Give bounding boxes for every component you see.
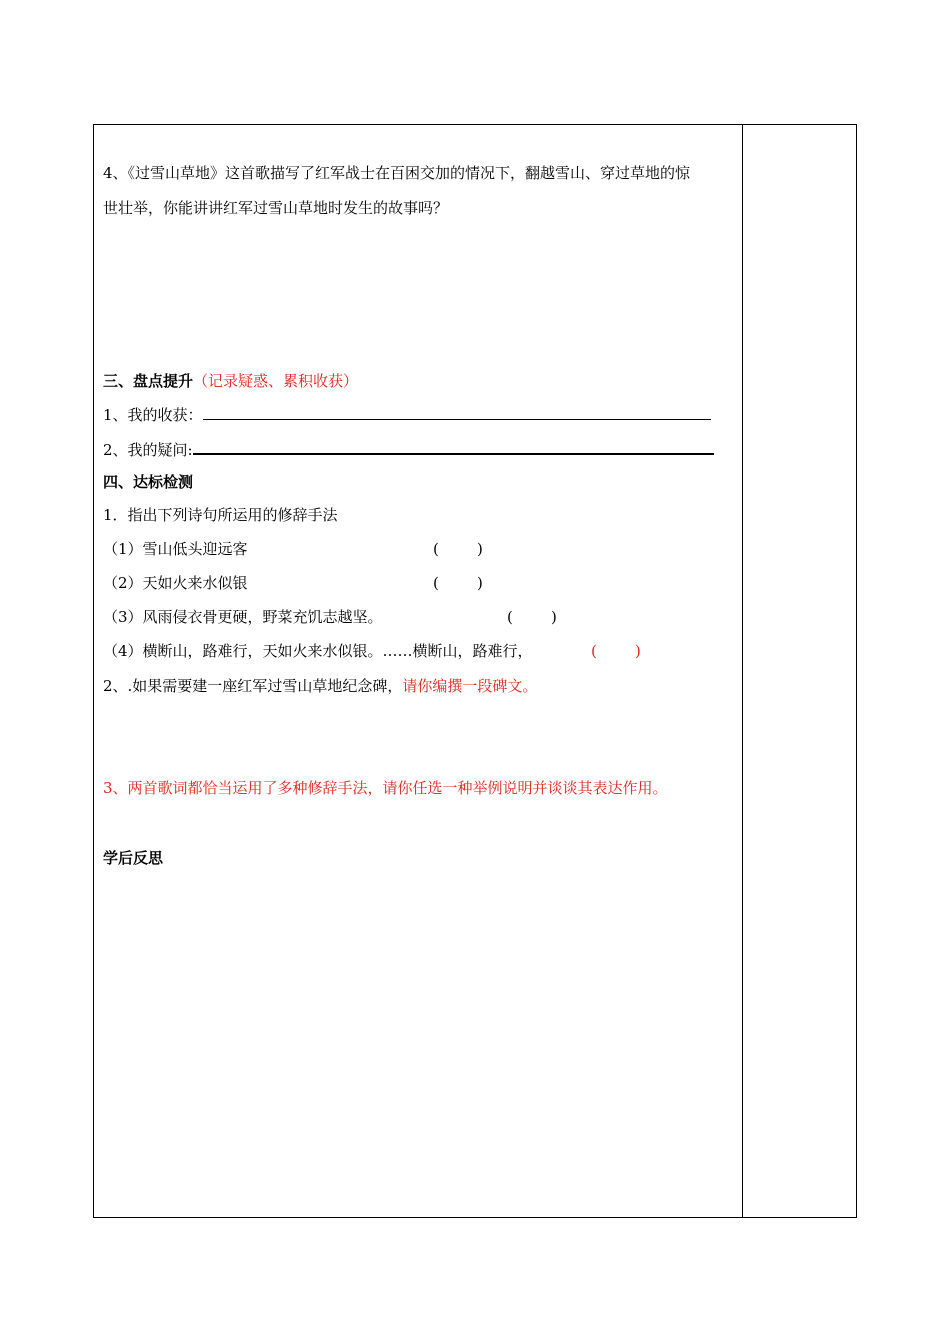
item-2: （2）天如火来水似银: [103, 574, 248, 592]
side-column-divider: [742, 125, 743, 1217]
worksheet-table: [93, 124, 857, 1218]
section-3-note: （记录疑惑、累积收获）: [193, 372, 359, 390]
question-3-text: 3、两首歌词都恰当运用了多种修辞手法，请你任选一种举例说明并谈谈其表达作用。: [103, 779, 668, 797]
doubt-label: 2、我的疑问:: [103, 441, 193, 459]
section-4-heading: 四、达标检测: [103, 473, 194, 491]
item-1: （1）雪山低头迎远客: [103, 540, 248, 558]
reflection-heading: 学后反思: [103, 849, 164, 867]
question-4-line-1: 4、《过雪山草地》这首歌描写了红军战士在百困交加的情况下，翻越雪山、穿过草地的惊: [103, 164, 691, 182]
item-2-answer-paren[interactable]: ( ): [433, 574, 483, 592]
section-3-heading-row: [103, 371, 358, 391]
item-3: （3）风雨侵衣骨更硬，野菜充饥志越坚。: [103, 608, 383, 626]
question-1-title: 1．指出下列诗句所运用的修辞手法: [103, 506, 338, 524]
item-4-answer-paren[interactable]: ( ): [591, 642, 641, 660]
item-3-answer-paren[interactable]: ( ): [507, 608, 557, 626]
gain-answer-blank[interactable]: [203, 403, 711, 420]
item-4: （4）横断山，路难行，天如火来水似银。……横断山，路难行，: [103, 642, 533, 660]
question-2-red-text: 请你编撰一段碑文。: [402, 677, 538, 695]
gain-row: [103, 403, 711, 425]
gain-label: 1、我的收获：: [103, 406, 203, 424]
doubt-answer-blank[interactable]: [193, 437, 714, 455]
section-3-heading: 三、盘点提升: [103, 372, 194, 390]
doubt-row: [103, 437, 714, 460]
item-1-answer-paren[interactable]: ( ): [433, 540, 483, 558]
question-4-line-2: 世壮举，你能讲讲红军过雪山草地时发生的故事吗？: [103, 199, 449, 217]
question-2-text: 2、.如果需要建一座红军过雪山草地纪念碑，: [103, 677, 403, 695]
question-2-row: [103, 676, 537, 696]
